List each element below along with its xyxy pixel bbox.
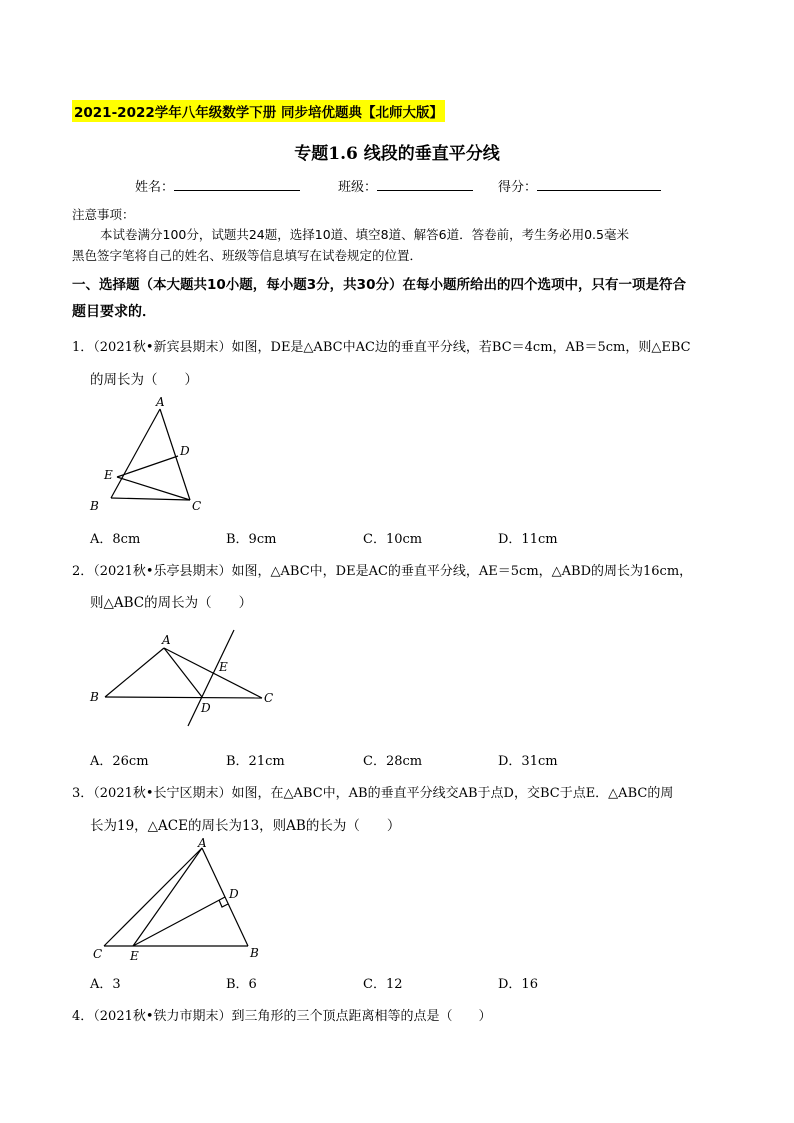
question-1-line-1: 1．（2021秋•新宾县期末）如图，DE是△ABC中AC边的垂直平分线，若BC＝4cm，AB＝5cm，则△EBC — [72, 340, 691, 355]
name-field[interactable] — [135, 176, 300, 195]
q1-option-a[interactable]: A．8cm — [90, 532, 141, 547]
name-label: 姓名： — [135, 180, 175, 195]
segment-ab — [105, 648, 164, 697]
perpendicular-bisector — [188, 630, 234, 726]
label-d: D — [229, 887, 239, 901]
label-e: E — [130, 949, 139, 963]
label-c: C — [264, 691, 274, 705]
score-label: 得分： — [498, 180, 538, 195]
label-d: D — [180, 444, 190, 458]
question-3-line-1: 3．（2021秋•长宁区期末）如图，在△ABC中，AB的垂直平分线交AB于点D，交BC于点E．△ABC的周 — [72, 786, 674, 801]
segment-ed — [133, 897, 225, 946]
q1-option-d[interactable]: D．11cm — [498, 532, 558, 547]
q2-option-c[interactable]: C．28cm — [363, 754, 423, 769]
series-header: 2021-2022学年八年级数学下册 同步培优题典【北师大版】 — [72, 100, 445, 122]
page-title: 专题1.6 线段的垂直平分线 — [294, 144, 500, 164]
question-1-figure — [80, 392, 230, 517]
class-field[interactable] — [338, 176, 473, 195]
question-1-line-2: 的周长为（ ） — [90, 372, 198, 388]
segment-ad — [164, 648, 202, 697]
segment-ae — [133, 848, 202, 946]
q3-option-c[interactable]: C．12 — [363, 977, 403, 992]
label-a: A — [156, 395, 165, 409]
class-blank[interactable] — [377, 180, 473, 191]
notice-line-1: 本试卷满分100分，试题共24题，选择10道、填空8道、解答6道．答卷前，考生务必用0.5毫米 — [100, 227, 629, 242]
label-c: C — [93, 947, 103, 961]
question-2-figure — [84, 622, 284, 732]
q1-option-c[interactable]: C．10cm — [363, 532, 423, 547]
section-1-line-1: 一、选择题（本大题共10小题，每小题3分，共30分）在每小题所给出的四个选项中，只有一项是符合 — [72, 277, 686, 293]
q1-option-b[interactable]: B．9cm — [226, 532, 277, 547]
name-blank[interactable] — [174, 180, 300, 191]
q2-option-a[interactable]: A．26cm — [90, 754, 149, 769]
label-b: B — [90, 499, 99, 513]
q3-option-b[interactable]: B．6 — [226, 977, 257, 992]
q3-option-a[interactable]: A．3 — [90, 977, 121, 992]
question-4-line-1: 4．（2021秋•铁力市期末）到三角形的三个顶点距离相等的点是（ ） — [72, 1009, 492, 1024]
notice-title: 注意事项： — [72, 207, 135, 222]
section-1-line-2: 题目要求的． — [72, 304, 156, 320]
label-a: A — [162, 633, 171, 647]
label-c: C — [192, 499, 202, 513]
question-3-line-2: 长为19，△ACE的周长为13，则AB的长为（ ） — [90, 818, 401, 834]
segment-bc — [105, 697, 262, 698]
label-e: E — [104, 468, 113, 482]
q2-option-b[interactable]: B．21cm — [226, 754, 285, 769]
segment-ed — [117, 456, 178, 477]
score-field[interactable] — [498, 176, 661, 195]
label-e: E — [219, 660, 228, 674]
score-blank[interactable] — [537, 180, 661, 191]
notice-line-2: 黑色签字笔将自己的姓名、班级等信息填写在试卷规定的位置． — [72, 248, 423, 263]
question-2-line-2: 则△ABC的周长为（ ） — [90, 595, 253, 611]
q3-option-d[interactable]: D．16 — [498, 977, 538, 992]
segment-ec — [117, 477, 190, 500]
label-b: B — [250, 946, 259, 960]
class-label: 班级： — [338, 180, 378, 195]
label-d: D — [201, 701, 211, 715]
q2-option-d[interactable]: D．31cm — [498, 754, 558, 769]
segment-ab — [111, 409, 160, 498]
question-3-figure — [88, 836, 268, 966]
question-2-line-1: 2．（2021秋•乐亭县期末）如图，△ABC中，DE是AC的垂直平分线，AE＝5cm，△ABD的周长为16cm， — [72, 564, 693, 579]
segment-bc — [111, 498, 190, 500]
label-a: A — [198, 836, 207, 850]
segment-ca — [104, 848, 202, 946]
label-b: B — [90, 690, 99, 704]
